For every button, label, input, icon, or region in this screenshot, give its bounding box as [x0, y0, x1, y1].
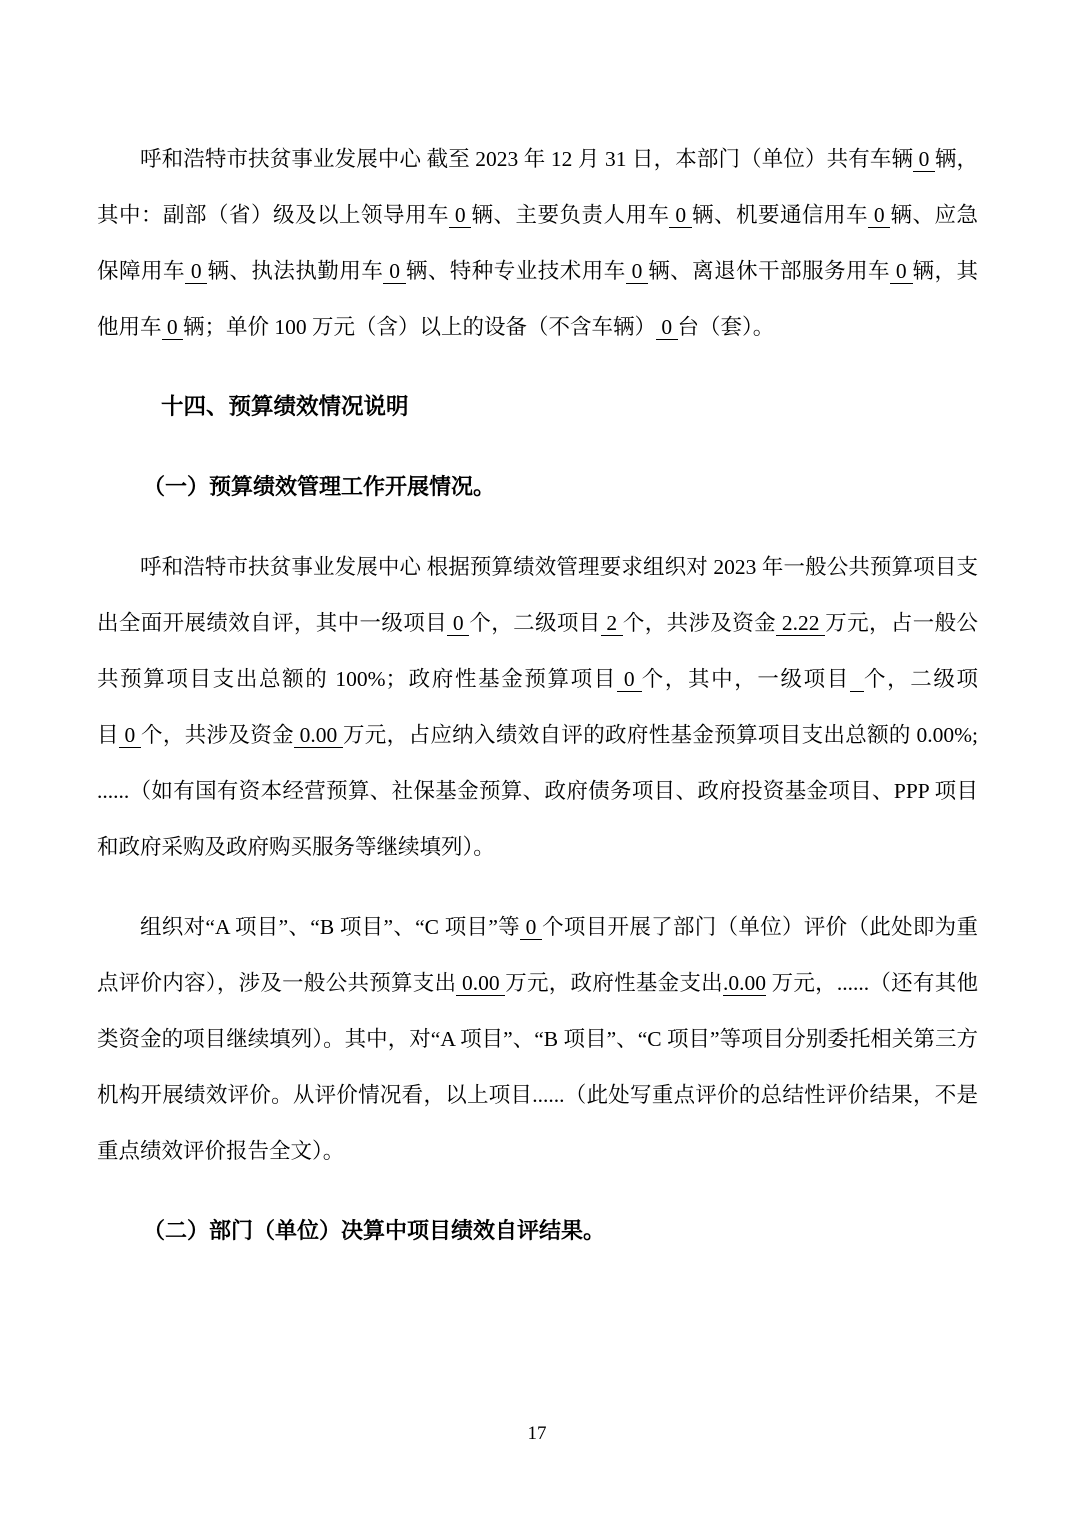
- underlined-blank-value: 0: [867, 203, 891, 227]
- text-run: 呼和浩特市扶贫事业发展中心 根据预算绩效管理要求组织对 2023 年一般公共预算项目支出全面开展绩效自评，其中一级项目: [97, 555, 978, 635]
- underlined-blank-value: 0: [448, 203, 472, 227]
- text-run: 个，共涉及资金: [622, 611, 777, 635]
- text-run: 辆、机要通信用车: [691, 203, 868, 227]
- text-run: 辆、离退休干部服务用车: [648, 259, 891, 283]
- text-run: 个，共涉及资金: [141, 723, 294, 747]
- text-run: 辆、特种专业技术用车: [405, 259, 626, 283]
- text-run: 呼和浩特市扶贫事业发展中心 截至 2023 年 12 月 31 日，本部门（单位）共有车辆: [140, 147, 914, 171]
- underlined-blank-value: 0: [519, 915, 543, 939]
- section-heading-14-budget-performance: 十四、预算绩效情况说明: [161, 394, 409, 419]
- paragraph-department-evaluation: [97, 899, 978, 1179]
- text-run: 万元，......（还有其他类资金的项目继续填列）。其中，对“A 项目”、“B 项目”、“C 项目”等项目分别委托相关第三方机构开展绩效评价。从评价情况看，以上项目......（此处写重点评价的总结性评价结果，不是重点绩效评价报告全文）。: [97, 971, 978, 1163]
- paragraph-vehicle-equipment-info: [97, 131, 978, 355]
- text-run: 万元，占一般公共预算项目支出总额的 100%；政府性基金预算项目: [97, 611, 978, 691]
- underlined-blank-value: 0: [890, 259, 913, 283]
- underlined-blank-value: 2: [600, 611, 623, 635]
- underlined-blank-value: 0: [616, 667, 642, 691]
- subheading-14-1-performance-management: （一）预算绩效管理工作开展情况。: [143, 474, 496, 499]
- page-number: 17: [527, 1423, 547, 1444]
- underlined-blank-value: 0: [383, 259, 406, 283]
- text-run: 万元，政府性基金支出: [505, 971, 723, 995]
- underlined-blank-value: 0.00: [456, 971, 506, 995]
- underlined-blank-value: 0: [625, 259, 649, 283]
- underlined-blank-value: 0: [913, 147, 935, 171]
- underlined-blank-value: 0.00: [293, 723, 343, 747]
- underlined-blank-value: 0: [118, 723, 142, 747]
- text-run: 辆、主要负责人用车: [471, 203, 670, 227]
- text-run: 个项目开展了部门（单位）评价（此处即为重点评价内容），涉及一般公共预算支出: [97, 915, 978, 995]
- underlined-blank-value: [850, 667, 864, 692]
- text-run: 组织对“A 项目”、“B 项目”、“C 项目”等: [140, 915, 520, 939]
- underlined-blank-value: 0: [184, 259, 208, 283]
- underlined-blank-value: 2.22: [776, 611, 826, 635]
- text-run: 个，二级项目: [97, 667, 978, 747]
- text-run: 辆，其中：副部（省）级及以上领导用车: [97, 147, 978, 227]
- text-run: 辆、执法执勤用车: [207, 259, 384, 283]
- text-run: 个，二级项目: [469, 611, 601, 635]
- subheading-14-2-self-assessment-results: （二）部门（单位）决算中项目绩效自评结果。: [143, 1218, 606, 1243]
- underlined-blank-value: 0: [656, 315, 678, 339]
- text-run: 台（套）。: [677, 315, 775, 339]
- underlined-blank-value: 0: [669, 203, 692, 227]
- underlined-blank-value: .0.00: [722, 971, 766, 995]
- text-run: 个，其中，一级项目: [641, 667, 850, 691]
- underlined-blank-value: 0: [161, 315, 184, 339]
- text-run: 辆；单价 100 万元（含）以上的设备（不含车辆）: [183, 315, 657, 339]
- underlined-blank-value: 0: [447, 611, 470, 635]
- text-run: 万元，占应纳入绩效自评的政府性基金预算项目支出总额的 0.00%; ......（如有国有资本经营预算、社保基金预算、政府债务项目、政府投资基金项目、PPP 项目和政府采购及政府购买服务等继续填列）。: [97, 723, 978, 859]
- paragraph-performance-self-assessment: [97, 539, 978, 875]
- text-run: 辆，其他用车: [97, 259, 979, 339]
- text-run: 辆、应急保障用车: [97, 203, 978, 283]
